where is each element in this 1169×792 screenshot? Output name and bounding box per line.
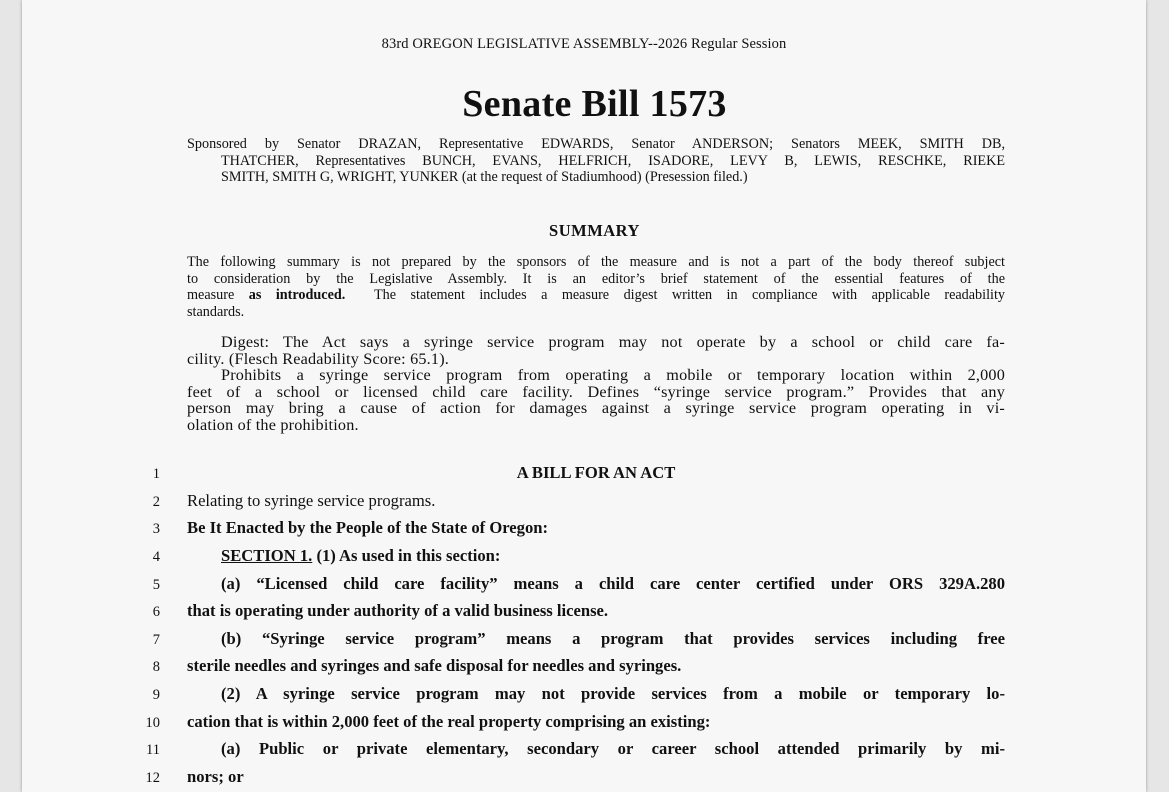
digest-line: olation of the prohibition. — [187, 415, 359, 434]
line-number: 2 — [152, 494, 160, 510]
document-page — [22, 0, 1146, 792]
digest-line: feet of a school or licensed child care facility. Defines “syringe service program.” Provides that any — [187, 382, 1005, 401]
sponsors-line: THATCHER, Representatives BUNCH, EVANS, HELFRICH, ISADORE, LEVY B, LEWIS, RESCHKE, RIEKE — [221, 152, 1005, 169]
bill-line: (b) “Syringe service program” means a program that provides services including free — [221, 629, 1005, 648]
bill-title: Senate Bill 1573 — [462, 83, 727, 125]
bill-line: (a) Public or private elementary, secondary or career school attended primarily by mi- — [221, 739, 1005, 758]
line-number: 3 — [152, 521, 160, 537]
bill-line: (2) A syringe service program may not provide services from a mobile or temporary lo- — [221, 684, 1005, 703]
bill-line: (a) “Licensed child care facility” means a child care center certified under ORS 329A.280 — [221, 574, 1005, 593]
section-text: (1) As used in this section: — [316, 546, 501, 565]
line-number: 9 — [152, 687, 160, 703]
bill-line: cation that is within 2,000 feet of the real property comprising an existing: — [187, 712, 711, 731]
digest-line: Digest: The Act says a syringe service program may not operate by a school or child care fa- — [221, 333, 1005, 351]
sponsors-line: SMITH, SMITH G, WRIGHT, YUNKER (at the request of Stadiumhood) (Presession filed.) — [221, 169, 748, 185]
summary-line: to consideration by the Legislative Assembly. It is an editor’s brief statement of the essential features of the — [187, 270, 1005, 287]
summary-text-fragment: The statement includes a measure digest written in compliance with applicable readability — [374, 287, 1006, 303]
bill-line — [187, 546, 1005, 566]
summary-line: standards. — [187, 303, 245, 320]
summary-text-fragment: measure — [187, 287, 235, 303]
bill-line: nors; or — [187, 767, 244, 786]
summary-line: The following summary is not prepared by the sponsors of the measure and is not a part of the body thereof subject — [187, 254, 1005, 270]
line-number: 5 — [152, 577, 160, 593]
section-label: SECTION 1. — [221, 546, 313, 565]
line-number: 4 — [152, 549, 160, 565]
relating-clause: Relating to syringe service programs. — [187, 491, 436, 510]
summary-text — [187, 254, 1005, 320]
line-number: 10 — [145, 715, 160, 731]
session-header: 83rd OREGON LEGISLATIVE ASSEMBLY--2026 Regular Session — [381, 36, 787, 52]
sponsors-block — [187, 136, 1005, 186]
line-number: 1 — [152, 466, 160, 482]
digest-block — [187, 334, 1005, 434]
digest-line: person may bring a cause of action for damages against a syringe service program operating in vi- — [187, 399, 1005, 418]
summary-heading: SUMMARY — [549, 221, 640, 240]
enacting-clause: Be It Enacted by the People of the State of Oregon: — [187, 518, 549, 537]
line-number: 6 — [152, 604, 160, 620]
digest-line: cility. (Flesch Readability Score: 65.1). — [187, 349, 450, 368]
bill-line: that is operating under authority of a valid business license. — [187, 601, 609, 620]
as-introduced-emphasis: as introduced. — [248, 287, 346, 303]
line-number: 8 — [152, 659, 160, 675]
line-number: 11 — [146, 742, 160, 758]
digest-line: Prohibits a syringe service program from operating a mobile or temporary location within 2,000 — [221, 366, 1005, 385]
bill-line: sterile needles and syringes and safe disposal for needles and syringes. — [187, 656, 682, 675]
summary-line — [187, 287, 1005, 304]
line-number: 7 — [152, 632, 160, 648]
bill-heading: A BILL FOR AN ACT — [516, 463, 676, 482]
line-number: 12 — [145, 770, 160, 786]
sponsors-line: Sponsored by Senator DRAZAN, Representative EDWARDS, Senator ANDERSON; Senators MEEK, SMITH DB, — [187, 136, 1005, 152]
